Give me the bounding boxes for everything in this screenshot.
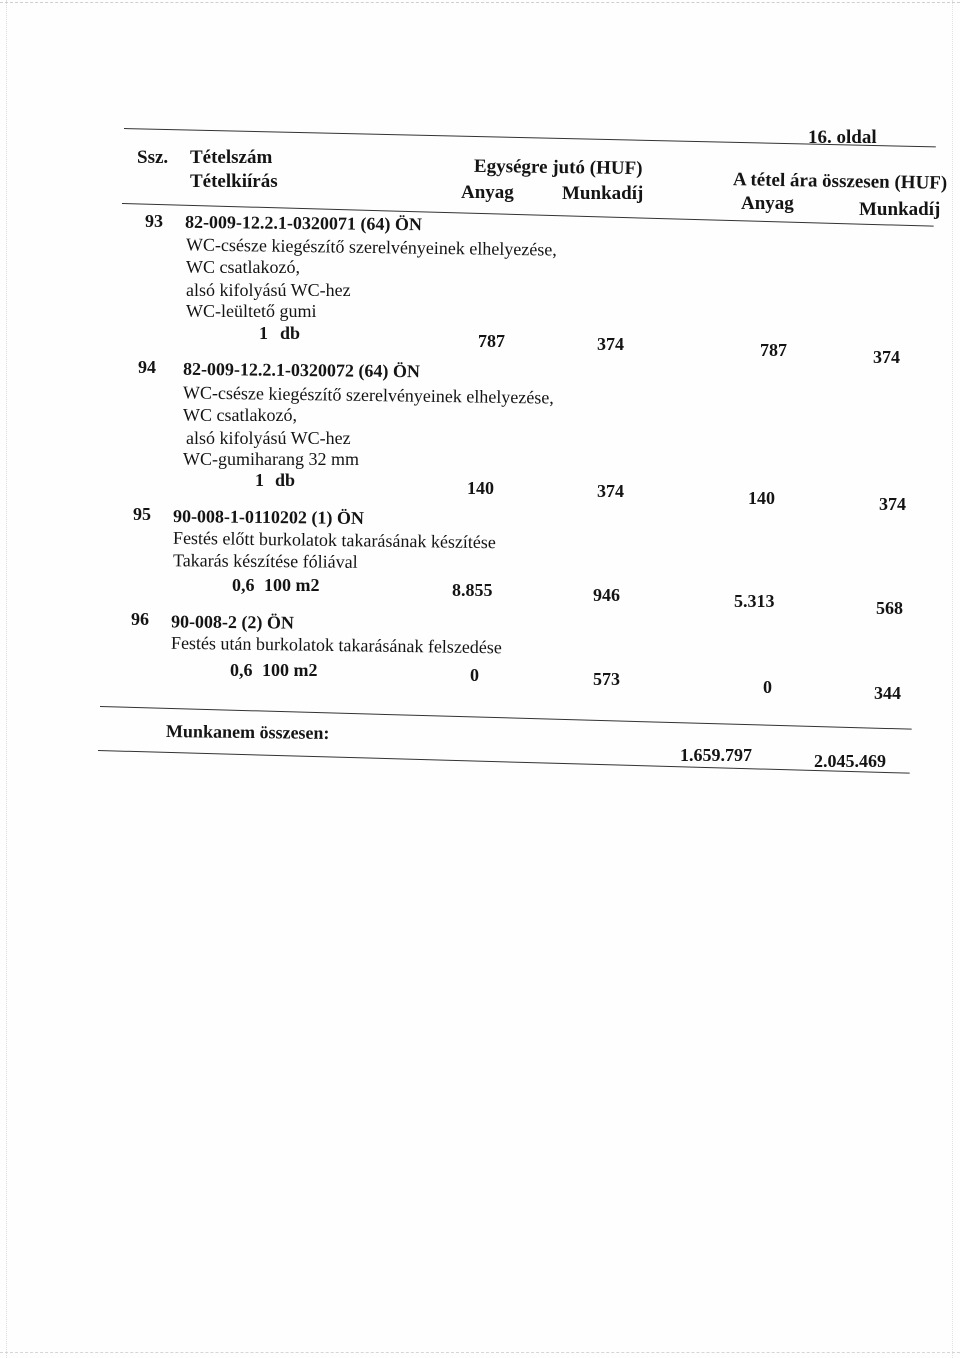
header-unit-munkadij: Munkadíj <box>562 183 644 204</box>
item-unit: 100 m2 <box>262 660 318 680</box>
item-unit: db <box>275 470 296 490</box>
item-number: 93 <box>145 211 163 231</box>
item-unit: db <box>280 323 301 343</box>
item-unit-munkadij: 946 <box>593 585 620 605</box>
item-description-line: Festés után burkolatok takarásának felszedése <box>170 632 502 658</box>
item-description-line: WC-gumiharang 32 mm <box>183 449 359 469</box>
item-quantity: 0,6 <box>230 660 253 680</box>
item-unit-anyag: 8.855 <box>452 580 493 600</box>
item-total-munkadij: 568 <box>876 598 903 618</box>
item-unit-munkadij: 374 <box>597 481 624 501</box>
summary-bottom-rule <box>98 750 910 774</box>
item-code: 90-008-1-0110202 (1) ÖN <box>172 506 365 528</box>
header-total-anyag: Anyag <box>741 193 794 214</box>
item-unit-munkadij: 573 <box>593 669 620 689</box>
item-total-munkadij: 374 <box>879 494 906 514</box>
header-unit-price-group: Egységre jutó (HUF) <box>473 155 643 180</box>
item-total-anyag: 787 <box>760 340 787 360</box>
item-total-anyag: 0 <box>763 677 772 697</box>
item-quantity: 1 <box>259 323 268 343</box>
item-total-anyag: 140 <box>748 488 775 508</box>
item-description-line: Festés előtt burkolatok takarásának készítése <box>172 527 497 553</box>
item-description-line: alsó kifolyású WC-hez <box>186 280 351 300</box>
item-number: 95 <box>133 504 151 524</box>
item-total-munkadij: 344 <box>874 683 901 703</box>
scan-edge <box>0 1352 960 1354</box>
item-quantity: 1 <box>255 470 264 490</box>
summary-total-munkadij: 2.045.469 <box>814 751 886 771</box>
item-description-line: WC csatlakozó, <box>183 405 297 425</box>
item-description-line: alsó kifolyású WC-hez <box>186 428 351 448</box>
item-code: 90-008-2 (2) ÖN <box>170 611 295 633</box>
item-description-line: Takarás készítése fóliával <box>172 550 358 572</box>
header-tetelkiiras: Tételkiírás <box>190 171 278 192</box>
item-unit-munkadij: 374 <box>597 334 624 354</box>
item-number: 96 <box>131 609 149 629</box>
summary-total-anyag: 1.659.797 <box>680 745 752 765</box>
item-number: 94 <box>138 357 156 377</box>
scan-edge <box>0 2 960 4</box>
header-tetelszam: Tételszám <box>190 147 273 168</box>
item-code: 82-009-12.2.1-0320072 (64) ÖN <box>182 358 421 382</box>
item-unit: 100 m2 <box>264 575 320 595</box>
item-total-munkadij: 374 <box>873 347 900 367</box>
item-code: 82-009-12.2.1-0320071 (64) ÖN <box>184 211 423 235</box>
item-unit-anyag: 0 <box>470 665 479 685</box>
item-total-anyag: 5.313 <box>734 591 775 611</box>
summary-label: Munkanem összesen: <box>165 721 330 743</box>
item-description-line: WC-csésze kiegészítő szerelvényeinek elhelyezése, <box>185 234 557 260</box>
header-unit-anyag: Anyag <box>461 182 514 203</box>
item-unit-anyag: 140 <box>467 478 494 498</box>
header-ssz: Ssz. <box>137 147 169 168</box>
scan-edge <box>952 0 954 1358</box>
item-description-line: WC-leültető gumi <box>186 301 317 321</box>
item-description-line: WC-csésze kiegészítő szerelvényeinek elhelyezése, <box>182 382 554 408</box>
page-number: 16. oldal <box>808 127 877 148</box>
item-quantity: 0,6 <box>232 575 255 595</box>
header-total-group: A tétel ára összesen (HUF) <box>732 169 948 194</box>
item-unit-anyag: 787 <box>478 331 505 351</box>
item-description-line: WC csatlakozó, <box>186 257 300 277</box>
header-total-munkadij: Munkadíj <box>859 199 941 220</box>
scan-edge <box>6 0 8 1358</box>
